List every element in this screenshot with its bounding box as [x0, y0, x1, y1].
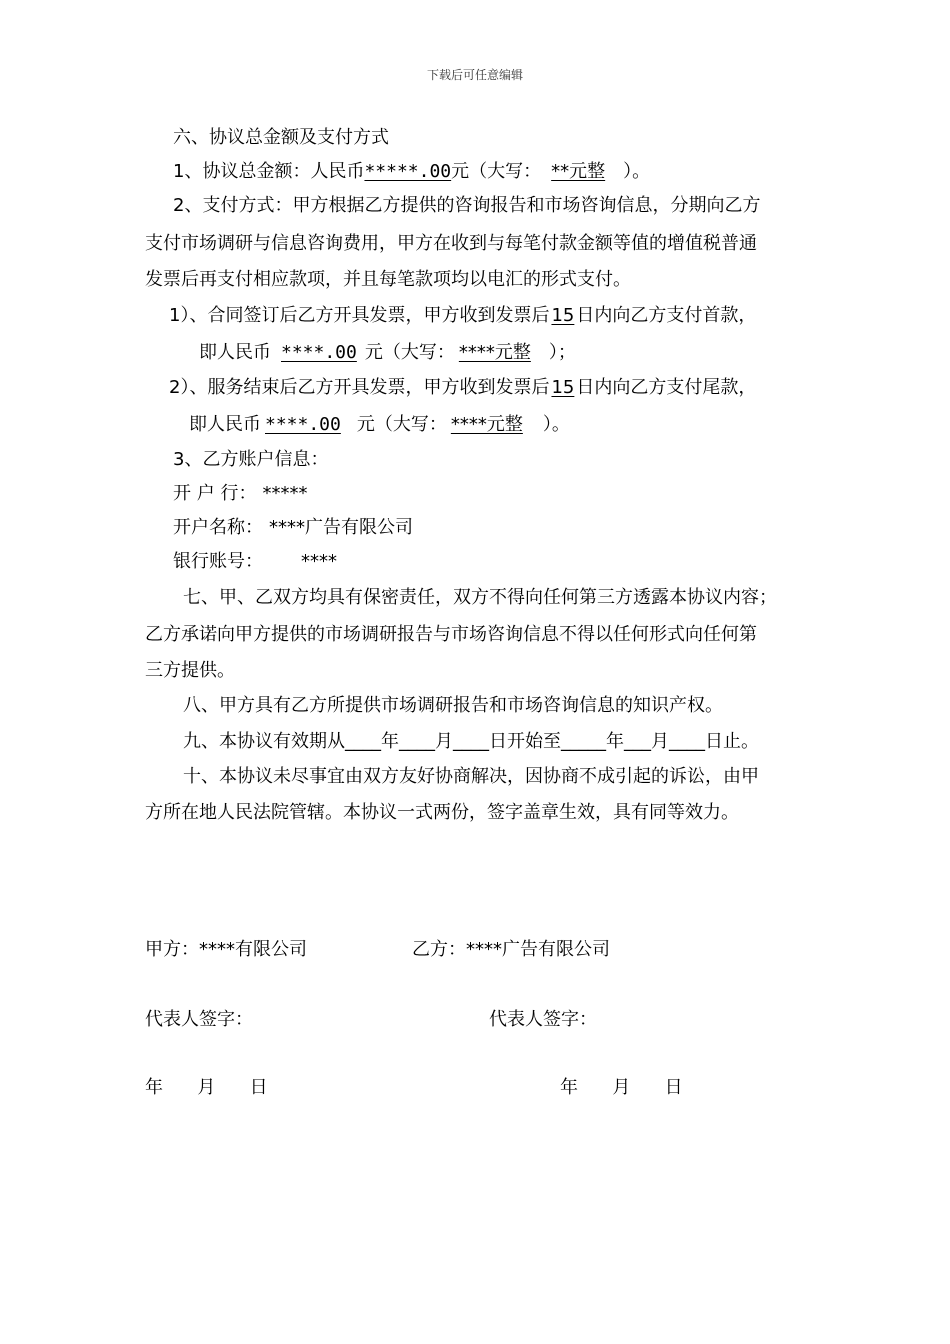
total-amount-line: [173, 160, 650, 184]
account-number-value: ****: [301, 551, 337, 572]
account-name-line: [173, 516, 413, 540]
final-payment-amount-end: ）。: [542, 414, 570, 435]
first-payment-amount-words: ****元整: [458, 342, 531, 363]
total-amount-prefix: 1、协议总金额：人民币: [173, 161, 365, 182]
final-payment-days: 15: [551, 377, 575, 398]
payment-method-line-3: 发票后再支付相应款项，并且每笔款项均以电汇的形式支付。: [145, 269, 631, 290]
account-name-label: 开户名称：: [173, 517, 263, 538]
first-payment-suffix: 日内向乙方支付首款，: [576, 305, 757, 326]
section-10-line-2: 方所在地人民法院管辖。本协议一式两份，签字盖章生效，具有同等效力。: [145, 802, 739, 823]
section-9-line: 九、本协议有效期从____年____月____日开始至_____年___月____日止。: [183, 731, 759, 752]
final-payment-amount-prefix: 即人民币: [189, 414, 261, 435]
payment-method-line-2: 支付市场调研与信息咨询费用，甲方在收到与每笔付款金额等值的增值税普通: [145, 233, 757, 254]
account-number-label: 银行账号：: [173, 551, 263, 572]
first-payment-line: [169, 304, 756, 328]
first-payment-days: 15: [551, 305, 575, 326]
first-payment-prefix: 1）、合同签订后乙方开具发票，甲方收到发票后: [169, 305, 550, 326]
date-b: 年 月 日: [560, 1077, 683, 1098]
first-payment-amount-end: ）；: [548, 342, 576, 363]
first-payment-amount-mid: 元（大写：: [364, 342, 455, 363]
page-header: 下载后可任意编辑: [426, 68, 523, 82]
first-payment-amount-value: ****.00: [281, 342, 357, 363]
representative-signature-a: 代表人签字：: [145, 1009, 253, 1030]
total-amount-suffix: ）。: [623, 161, 651, 182]
section-7-line-2: 乙方承诺向甲方提供的市场调研报告与市场咨询信息不得以任何形式向任何第: [145, 624, 757, 645]
account-info-title: 3、乙方账户信息：: [173, 449, 329, 470]
payment-method-line-1: 2、支付方式：甲方根据乙方提供的咨询报告和市场咨询信息，分期向乙方: [173, 195, 761, 216]
final-payment-amount-value: ****.00: [265, 414, 341, 435]
total-amount-value: *****.00: [364, 161, 452, 182]
bank-label: 开 户 行：: [173, 483, 257, 504]
section-6-title: 六、协议总金额及支付方式: [173, 127, 389, 148]
representative-signature-b: 代表人签字：: [489, 1009, 597, 1030]
party-a: 甲方：****有限公司: [145, 939, 307, 960]
section-8-line: 八、甲方具有乙方所提供市场调研报告和市场咨询信息的知识产权。: [183, 695, 723, 716]
account-name-value: ****广告有限公司: [269, 517, 413, 538]
section-7-line-1: 七、甲、乙双方均具有保密责任，双方不得向任何第三方透露本协议内容；: [183, 587, 777, 608]
final-payment-amount-mid: 元（大写：: [356, 414, 447, 435]
final-payment-suffix: 日内向乙方支付尾款，: [576, 377, 757, 398]
date-a: 年 月 日: [145, 1077, 268, 1098]
final-payment-amount-line: [189, 413, 570, 437]
total-amount-words: **元整: [551, 161, 606, 182]
first-payment-amount-prefix: 即人民币: [199, 342, 271, 363]
bank-line: [173, 482, 307, 506]
final-payment-line: [169, 376, 756, 400]
party-b: 乙方：****广告有限公司: [412, 939, 610, 960]
first-payment-amount-line: [199, 341, 576, 365]
account-number-line: [173, 550, 337, 574]
final-payment-prefix: 2）、服务结束后乙方开具发票，甲方收到发票后: [169, 377, 550, 398]
final-payment-amount-words: ****元整: [450, 414, 523, 435]
bank-value: *****: [262, 483, 308, 504]
section-7-line-3: 三方提供。: [145, 660, 235, 681]
total-amount-mid: 元（大写：: [451, 161, 542, 182]
section-10-line-1: 十、本协议未尽事宜由双方友好协商解决，因协商不成引起的诉讼，由甲: [183, 766, 759, 787]
